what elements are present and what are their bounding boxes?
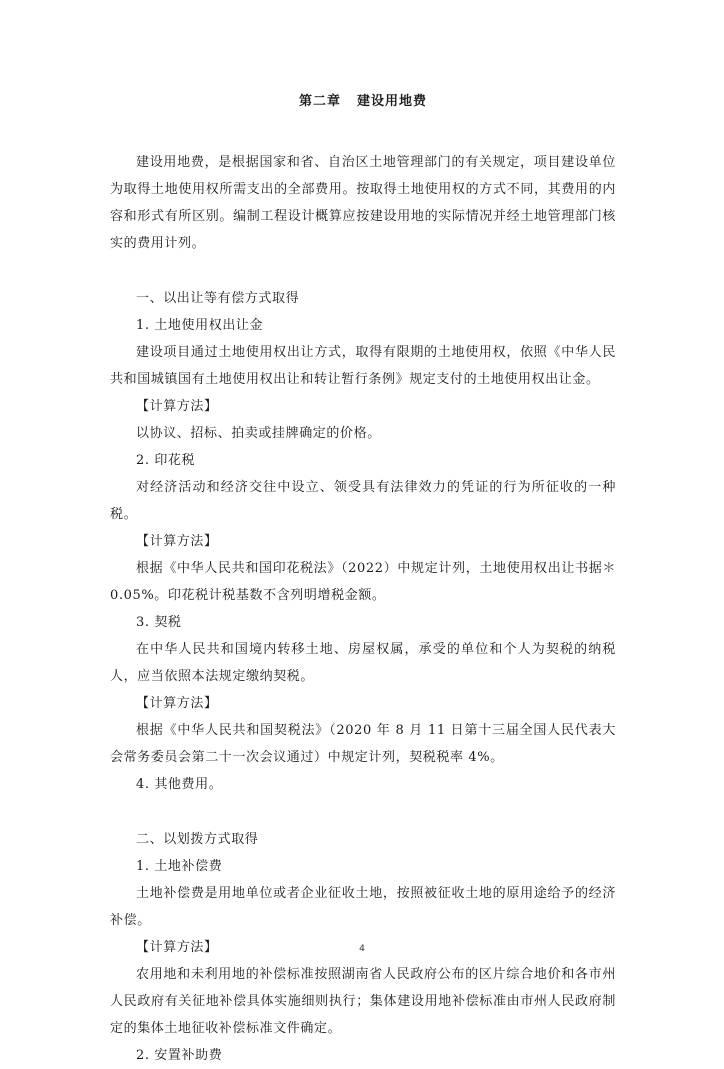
section1-item2-method-label: 【计算方法】 [136,534,218,549]
section2-heading: 二、以划拨方式取得 [136,832,259,847]
section2-item2-title: 2. 安置补助费 [136,1048,223,1063]
section2-item1-method-label: 【计算方法】 [136,940,218,955]
section1-item1-method: 以协议、招标、拍卖或挂牌确定的价格。 [136,426,381,441]
section1-item3-desc: 在中华人民共和国境内转移土地、房屋权属，承受的单位和个人为契税的纳税人，应当依照本法规定缴纳契税。 [110,642,616,684]
section1-item4-title: 4. 其他费用。 [136,777,223,792]
section1-item3-title: 3. 契税 [136,615,182,630]
page-number: 4 [359,944,365,954]
section1-item2-method: 根据《中华人民共和国印花税法》（2022）中规定计列，土地使用权出让书据＊0.05%。印花税计税基数不含列明增税金额。 [110,561,616,603]
section1-item3-method-label: 【计算方法】 [136,696,218,711]
section1-heading: 一、以出让等有偿方式取得 [136,291,300,306]
section1-item2-desc: 对经济活动和经济交往中设立、领受具有法律效力的凭证的行为所征收的一种税。 [110,480,616,522]
section1-item1-method-label: 【计算方法】 [136,399,218,414]
chapter-title [110,90,616,108]
chapter-number: 第二章 [298,94,341,109]
section2-item1-title: 1. 土地补偿费 [136,859,223,874]
section1-item1-desc: 建设项目通过土地使用权出让方式，取得有限期的土地使用权，依照《中华人民共和国城镇国有土地使用权出让和转让暂行条例》规定支付的土地使用权出让金。 [110,345,616,387]
intro-paragraph: 建设用地费，是根据国家和省、自治区土地管理部门的有关规定，项目建设单位为取得土地使用权所需支出的全部费用。按取得土地使用权的方式不同，其费用的内容和形式有所区别。编制工程设计概算应按建设用地的实际情况并经土地管理部门核实的费用计列。 [110,155,616,251]
section2-item1-desc: 土地补偿费是用地单位或者企业征收土地，按照被征收土地的原用途给予的经济补偿。 [110,886,616,928]
section1-item2-title: 2. 印花税 [136,453,196,468]
section1-item1-title: 1. 土地使用权出让金 [136,318,264,333]
section2-item1-method: 农用地和未利用地的补偿标准按照湖南省人民政府公布的区片综合地价和各市州人民政府有关征地补偿具体实施细则执行；集体建设用地补偿标准由市州人民政府制定的集体土地征收补偿标准文件确定。 [110,967,616,1036]
chapter-name: 建设用地费 [357,94,428,109]
document-page [110,78,616,1069]
section1-item3-method: 根据《中华人民共和国契税法》（2020 年 8 月 11 日第十三届全国人民代表大会常务委员会第二十一次会议通过）中规定计列，契税税率 4%。 [110,723,616,765]
